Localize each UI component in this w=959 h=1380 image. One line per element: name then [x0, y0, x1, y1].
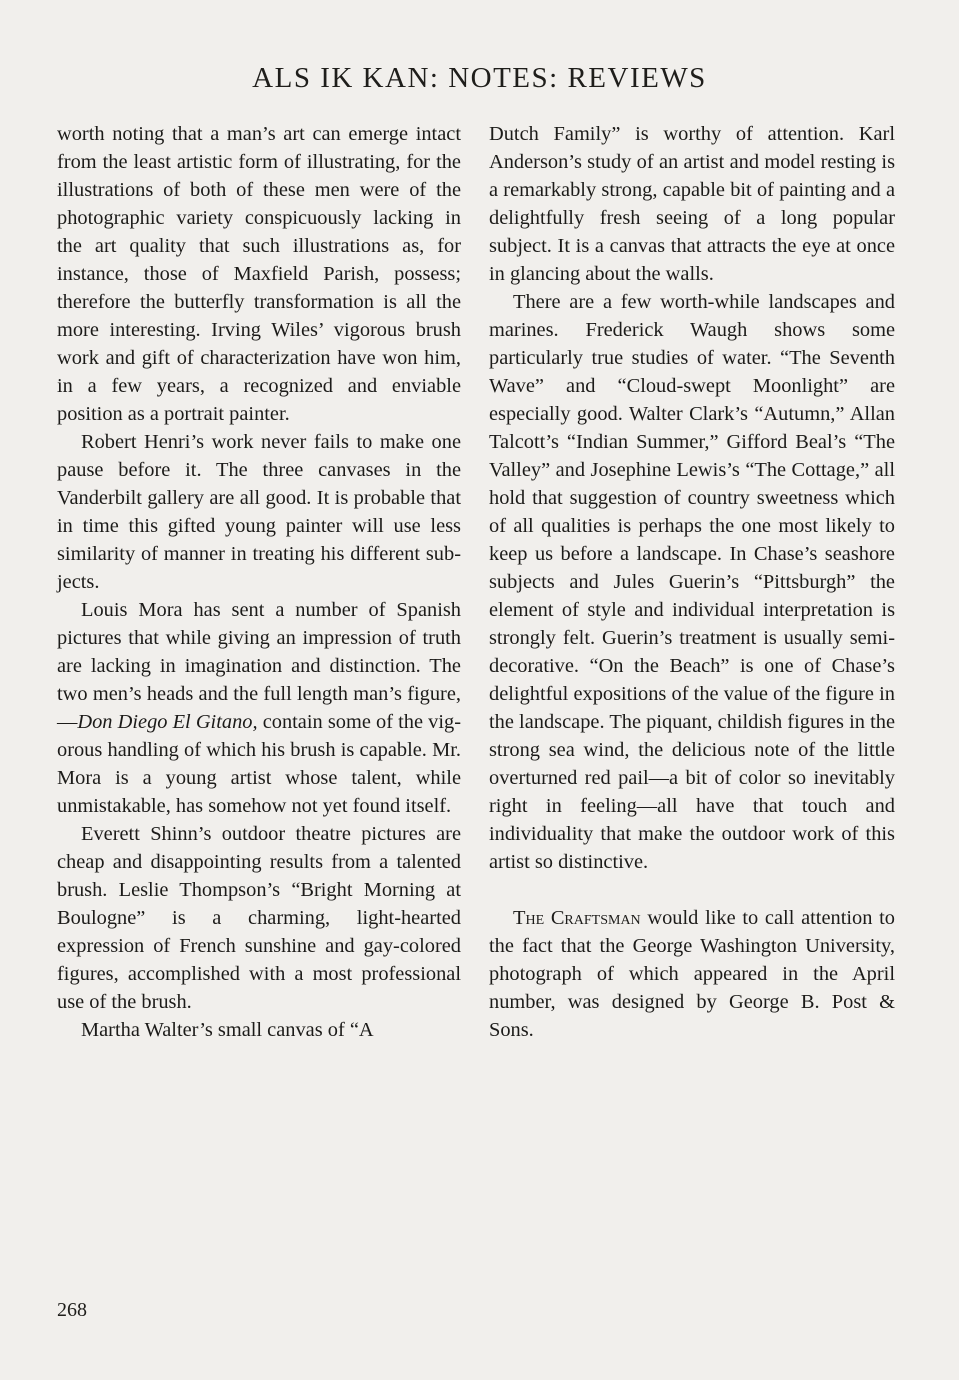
right-column [489, 120, 895, 1044]
magazine-name: The Craftsman [513, 907, 641, 929]
editorial-note-text: would like to call attention to the fact that the George Washington University, photograph of which appeared in the April number, was designed by George B. Post & Sons. [489, 907, 895, 1041]
left-paragraph-4: Everett Shinn’s outdoor theatre pictures are cheap and disappointing results from a talented brush. Leslie Thompson’s “Bright Morning at Boulogne” is a charming, light-hearted expression of French sunshine and gay-colored figures, accomplished with a most professional use of the brush. [57, 823, 461, 1013]
right-paragraph-1: Dutch Family” is worthy of attention. Karl Anderson’s study of an artist and model resting is a remarkably strong, capable bit of painting and a delightfully fresh seeing of a long popular subject. It is a canvas that attracts the eye at once in glancing about the walls. [489, 123, 895, 285]
artwork-title-italic: Don Diego El Gitano, [77, 711, 258, 733]
left-paragraph-5: Martha Walter’s small canvas of “A [81, 1019, 374, 1041]
left-paragraph-2: Robert Henri’s work never fails to make one pause before it. The three canvases in the Vanderbilt gallery are all good. It is probable that in time this gifted young painter will use less similarity of manner in treating his different subjects. [57, 431, 461, 593]
left-paragraph-3 [57, 596, 461, 820]
editorial-note [489, 904, 895, 1044]
left-paragraph-3-text-a: Louis Mora has sent a number of Spanish pictures that while giving an impression of truth are lacking in imagination and distinction. The two men’s heads and the full length man’s figure,— [57, 599, 461, 733]
left-paragraph-3-text-b: contain some of the vigorous handling of which his brush is capable. Mr. Mora is a young artist whose talent, while unmistakable, has somehow not yet found itself. [57, 711, 462, 817]
page-number: 268 [57, 1299, 87, 1321]
left-paragraph-1: worth noting that a man’s art can emerge intact from the least artistic form of illustrating, for the illustrations of both of these men were of the photographic variety conspicuously lacking in the art quality that such illustrations as, for instance, those of Maxfield Parish, possess; therefore the butterfly transformation is all the more interesting. Irving Wiles’ vigorous brush work and gift of characterization have won him, in a few years, a recognized and enviable position as a portrait painter. [57, 123, 461, 425]
running-header: ALS IK KAN: NOTES: REVIEWS [252, 62, 707, 94]
left-column [57, 120, 461, 1044]
right-paragraph-2: There are a few worth-while landscapes and marines. Frederick Waugh shows some particularly true studies of water. “The Seventh Wave” and “Cloud-swept Moonlight” are especially good. Walter Clark’s “Autumn,” Allan Talcott’s “Indian Summer,” Gifford Beal’s “The Valley” and Josephine Lewis’s “The Cottage,” all hold that suggestion of country sweetness which of all qualities is perhaps the one most likely to keep us before a landscape. In Chase’s seashore subjects and Jules Guerin’s “Pittsburgh” the element of style and individual interpretation is strongly felt. Guerin’s treatment is usually semi-decorative. “On the Beach” is one of Chase’s delightful expositions of the value of the figure in the landscape. The piquant, childish figures in the strong sea wind, the delicious note of the little overturned red pail—a bit of color so inevitably right in feeling—all have that touch and individuality that make the outdoor work of this artist so distinctive. [489, 291, 895, 873]
